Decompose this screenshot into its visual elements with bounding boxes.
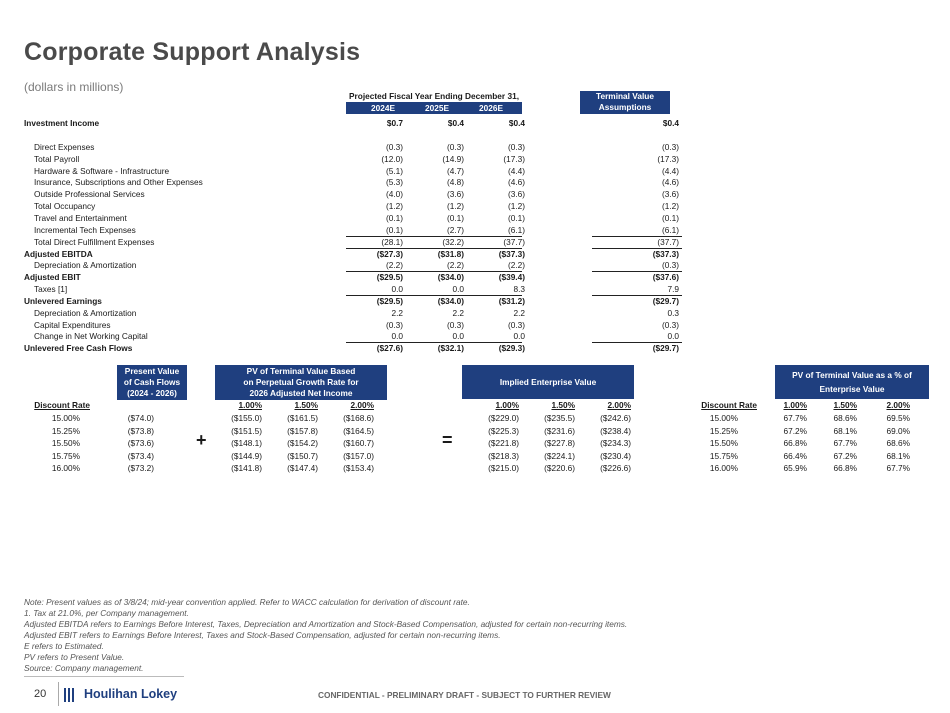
row-label: Total Payroll (34, 153, 80, 164)
pv-cash-flow: ($73.8) (127, 425, 154, 436)
row-label: Adjusted EBITDA (24, 248, 93, 259)
plus-sign: + (196, 430, 207, 450)
row-value: (0.3) (661, 141, 679, 152)
income-row (24, 189, 684, 201)
pv-tv-pct-value: 68.6% (886, 438, 910, 448)
pv-terminal-value: ($144.9) (231, 450, 262, 461)
pv-terminal-value: ($161.5) (287, 413, 318, 423)
total-rule (346, 248, 522, 249)
note: Note: Present values as of 3/8/24; mid-year convention applied. Refer to WACC calculation for derivation of discount rate. (24, 597, 470, 607)
box-line: 2026 Adjusted Net Income (249, 388, 353, 398)
year-header-bar (346, 102, 522, 114)
implied-ev-value: ($235.5) (544, 413, 575, 423)
income-row (24, 296, 684, 308)
year-2026: 2026E (479, 103, 503, 113)
row-value: ($29.5) (376, 272, 403, 283)
terminal-value-header (580, 91, 670, 114)
growth-rate-header: 1.00% (783, 400, 807, 410)
discount-rate: 15.25% (51, 425, 80, 436)
discount-rate: 15.50% (51, 438, 80, 448)
row-value: (12.0) (381, 153, 403, 164)
pv-tv-pct-value: 69.5% (886, 413, 910, 423)
discount-rate-header: Discount Rate (34, 400, 90, 410)
discount-rate: 15.00% (709, 413, 738, 423)
implied-ev-value: ($221.8) (488, 438, 519, 448)
growth-rate-header: 1.50% (833, 400, 857, 410)
pv-tv-pct-value: 68.1% (886, 450, 910, 461)
footnotes (24, 597, 627, 674)
growth-rate-header: 2.00% (886, 400, 910, 410)
pv-tv-pct-value: 67.7% (833, 438, 857, 448)
row-value: (5.3) (385, 177, 403, 188)
row-value: 7.9 (667, 284, 679, 295)
implied-ev-value: ($234.3) (600, 438, 631, 448)
income-row (24, 343, 684, 355)
pv-terminal-value: ($147.4) (287, 463, 318, 473)
implied-ev-value: ($229.0) (488, 413, 519, 423)
row-value: 2.2 (391, 307, 403, 318)
pv-terminal-value: ($150.7) (287, 450, 318, 461)
note: E refers to Estimated. (24, 641, 104, 651)
row-value: (3.6) (507, 189, 525, 200)
row-value: ($34.0) (437, 295, 464, 306)
pv-terminal-value: ($148.1) (231, 438, 262, 448)
total-rule (592, 248, 682, 249)
row-value: (32.2) (442, 236, 464, 247)
pv-tv-pct-value: 67.7% (886, 463, 910, 473)
row-value: 0.0 (452, 331, 464, 342)
box-line: Present Value (124, 366, 180, 376)
pv-tv-pct-value: 66.8% (833, 463, 857, 473)
row-value: $0.4 (508, 118, 525, 128)
implied-ev-value: ($242.6) (600, 413, 631, 423)
pv-cash-flows-box (117, 365, 187, 400)
row-value: (2.2) (385, 260, 403, 271)
pv-tv-pct-box (775, 365, 929, 399)
row-value: (17.3) (657, 153, 679, 164)
row-value: (1.2) (507, 201, 525, 212)
row-value: 0.0 (452, 284, 464, 295)
row-label: Depreciation & Amortization (34, 307, 137, 318)
row-value: $0.4 (662, 118, 679, 128)
income-row (24, 249, 684, 261)
implied-ev-value: ($225.3) (488, 425, 519, 436)
box-line: Enterprise Value (819, 384, 885, 394)
pv-terminal-value: ($157.8) (287, 425, 318, 436)
logo-mark-icon (64, 688, 80, 707)
projection-header: Projected Fiscal Year Ending December 31, (348, 91, 519, 101)
row-label: Outside Professional Services (34, 189, 145, 200)
row-label: Direct Expenses (34, 141, 95, 152)
tv-header-line2: Assumptions (598, 102, 652, 112)
row-value: (37.7) (503, 236, 525, 247)
pv-tv-pct-value: 69.0% (886, 425, 910, 436)
row-label: Incremental Tech Expenses (34, 224, 136, 235)
row-value: (4.6) (661, 177, 679, 188)
note: Adjusted EBITDA refers to Earnings Before Interest, Taxes, Depreciation and Amortization and Stock-Based Compensation, adjusted for certain non-recurring items. (24, 619, 628, 629)
row-value: 0.0 (391, 284, 403, 295)
box-line: (2024 - 2026) (127, 388, 177, 398)
row-value: 0.0 (391, 331, 403, 342)
row-label: Depreciation & Amortization (34, 260, 137, 271)
pv-tv-pct-value: 67.2% (783, 425, 807, 436)
income-row (24, 272, 684, 284)
row-value: ($31.8) (437, 248, 464, 259)
discount-rate: 15.25% (709, 425, 738, 436)
pv-cash-flow: ($73.2) (127, 463, 154, 473)
pv-terminal-value: ($155.0) (231, 413, 262, 423)
row-value: (0.3) (446, 141, 464, 152)
year-2025: 2025E (425, 103, 449, 113)
income-row (24, 154, 684, 166)
pv-terminal-value: ($164.5) (343, 425, 374, 436)
note: PV refers to Present Value. (24, 652, 125, 662)
pv-cash-flow: ($74.0) (127, 413, 154, 423)
discount-rate: 16.00% (709, 463, 738, 473)
row-value: (1.2) (385, 201, 403, 212)
total-rule (592, 271, 682, 272)
income-row (24, 142, 684, 154)
total-rule (592, 342, 682, 343)
row-value: ($27.3) (376, 248, 403, 259)
row-value: (5.1) (385, 165, 403, 176)
row-value: ($37.6) (652, 272, 679, 283)
discount-rate: 15.00% (51, 413, 80, 423)
implied-ev-value: ($238.4) (600, 425, 631, 436)
page-number: 20 (34, 688, 47, 700)
row-value: (6.1) (507, 224, 525, 235)
row-value: (28.1) (381, 236, 403, 247)
sensitivity-table (0, 400, 950, 480)
row-label: Adjusted EBIT (24, 272, 81, 283)
box-line: PV of Terminal Value as a % of (792, 370, 912, 380)
implied-ev-value: ($215.0) (488, 463, 519, 473)
pv-terminal-value: ($151.5) (231, 425, 262, 436)
row-value: (37.7) (657, 236, 679, 247)
growth-rate-header: 1.00% (238, 400, 262, 410)
row-label: Travel and Entertainment (34, 212, 127, 223)
row-value: (3.6) (446, 189, 464, 200)
row-value: $0.7 (386, 118, 403, 128)
row-label: Capital Expenditures (34, 319, 111, 330)
row-value: 2.2 (452, 307, 464, 318)
pv-cash-flow: ($73.4) (127, 450, 154, 461)
row-label: Total Occupancy (34, 201, 96, 212)
total-rule (346, 295, 522, 296)
footer-rule (24, 676, 184, 677)
row-value: (0.1) (385, 212, 403, 223)
row-value: $0.4 (447, 118, 464, 128)
pv-tv-pct-value: 67.7% (783, 413, 807, 423)
row-value: ($29.7) (652, 295, 679, 306)
page-subtitle: (dollars in millions) (24, 80, 124, 94)
implied-ev-value: ($227.8) (544, 438, 575, 448)
row-value: ($29.7) (652, 343, 679, 354)
income-row (24, 320, 684, 332)
income-row (24, 177, 684, 189)
confidential-banner: CONFIDENTIAL - PRELIMINARY DRAFT - SUBJECT TO FURTHER REVIEW (318, 690, 611, 700)
total-rule (346, 236, 522, 237)
row-label: Insurance, Subscriptions and Other Expenses (34, 177, 203, 188)
row-value: (0.3) (661, 260, 679, 271)
row-value: ($39.4) (498, 272, 525, 283)
income-row (24, 201, 684, 213)
row-value: (0.1) (385, 224, 403, 235)
implied-ev-value: ($218.3) (488, 450, 519, 461)
logo-text: Houlihan Lokey (84, 687, 178, 701)
row-value: (0.1) (507, 212, 525, 223)
page-title: Corporate Support Analysis (24, 38, 361, 66)
row-value: (4.8) (446, 177, 464, 188)
growth-rate-header: 2.00% (607, 400, 631, 410)
income-row (24, 213, 684, 225)
total-rule (592, 236, 682, 237)
growth-rate-header: 1.00% (495, 400, 519, 410)
total-rule (346, 342, 522, 343)
row-value: (6.1) (661, 224, 679, 235)
row-value: ($34.0) (437, 272, 464, 283)
growth-rate-header: 2.00% (350, 400, 374, 410)
row-value: ($37.3) (652, 248, 679, 259)
implied-ev-value: ($230.4) (600, 450, 631, 461)
row-label: Taxes [1] (34, 284, 68, 295)
row-value: (1.2) (661, 201, 679, 212)
box-line: PV of Terminal Value Based (246, 366, 356, 376)
row-value: (2.7) (446, 224, 464, 235)
pv-cash-flow: ($73.6) (127, 438, 154, 448)
row-value: ($29.3) (498, 343, 525, 354)
row-value: 0.0 (513, 331, 525, 342)
growth-rate-header: 1.50% (551, 400, 575, 410)
row-label: Total Direct Fulfillment Expenses (34, 236, 155, 247)
growth-rate-header: 1.50% (294, 400, 318, 410)
pv-terminal-value: ($157.0) (343, 450, 374, 461)
row-value: (0.3) (446, 319, 464, 330)
discount-rate: 15.75% (51, 450, 80, 461)
discount-rate: 15.50% (709, 438, 738, 448)
row-value: (0.3) (385, 141, 403, 152)
row-label: Hardware & Software - Infrastructure (34, 165, 170, 176)
row-value: (1.2) (446, 201, 464, 212)
total-rule (346, 271, 522, 272)
row-value: 0.0 (667, 331, 679, 342)
implied-ev-box: Implied Enterprise Value (462, 365, 634, 399)
implied-ev-value: ($220.6) (544, 463, 575, 473)
row-value: (4.4) (661, 165, 679, 176)
pv-tv-pct-value: 68.6% (833, 413, 857, 423)
row-value: ($37.3) (498, 248, 525, 259)
pv-tv-pct-value: 65.9% (783, 463, 807, 473)
implied-ev-value: ($224.1) (544, 450, 575, 461)
row-value: (4.0) (385, 189, 403, 200)
row-value: (0.3) (507, 319, 525, 330)
row-value: (4.7) (446, 165, 464, 176)
row-value: (3.6) (661, 189, 679, 200)
pv-tv-pct-value: 67.2% (833, 450, 857, 461)
income-row (24, 166, 684, 178)
row-label: Change in Net Working Capital (34, 331, 148, 342)
pv-terminal-value: ($160.7) (343, 438, 374, 448)
row-value: (0.1) (661, 212, 679, 223)
row-value: ($27.6) (376, 343, 403, 354)
box-line: on Perpetual Growth Rate for (243, 377, 359, 387)
row-value: ($32.1) (437, 343, 464, 354)
income-row (24, 118, 684, 130)
discount-rate: 16.00% (51, 463, 80, 473)
row-value: (4.6) (507, 177, 525, 188)
pv-terminal-value: ($141.8) (231, 463, 262, 473)
pv-tv-pct-value: 66.8% (783, 438, 807, 448)
note: Adjusted EBIT refers to Earnings Before Interest, Taxes and Stock-Based Compensation, adjusted for certain non-recurring items. (24, 630, 501, 640)
year-2024: 2024E (371, 103, 395, 113)
row-value: (14.9) (442, 153, 464, 164)
footer-divider (58, 682, 59, 706)
income-row (24, 308, 684, 320)
pv-terminal-box (215, 365, 387, 400)
row-value: 8.3 (513, 284, 525, 295)
tv-header-line1: Terminal Value (596, 91, 654, 101)
pv-terminal-value: ($168.6) (343, 413, 374, 423)
row-value: (0.3) (661, 319, 679, 330)
row-value: ($31.2) (498, 295, 525, 306)
row-value: (4.4) (507, 165, 525, 176)
note: Source: Company management. (24, 663, 144, 673)
row-value: (2.2) (446, 260, 464, 271)
row-value: (0.3) (507, 141, 525, 152)
row-value: ($29.5) (376, 295, 403, 306)
box-line: of Cash Flows (123, 377, 181, 387)
row-label: Unlevered Free Cash Flows (24, 343, 133, 354)
row-value: (0.3) (385, 319, 403, 330)
total-rule (592, 295, 682, 296)
equals-sign: = (442, 430, 453, 450)
pv-tv-pct-value: 66.4% (783, 450, 807, 461)
row-value: (0.1) (446, 212, 464, 223)
row-label: Unlevered Earnings (24, 295, 102, 306)
note: 1. Tax at 21.0%, per Company management. (24, 608, 189, 618)
row-value: 2.2 (513, 307, 525, 318)
pv-terminal-value: ($153.4) (343, 463, 374, 473)
discount-rate: 15.75% (709, 450, 738, 461)
pv-terminal-value: ($154.2) (287, 438, 318, 448)
row-value: 0.3 (667, 307, 679, 318)
row-value: (2.2) (507, 260, 525, 271)
implied-ev-value: ($231.6) (544, 425, 575, 436)
row-value: (17.3) (503, 153, 525, 164)
discount-rate-header: Discount Rate (701, 400, 757, 410)
implied-ev-value: ($226.6) (600, 463, 631, 473)
pv-tv-pct-value: 68.1% (833, 425, 857, 436)
row-label: Investment Income (24, 118, 100, 128)
